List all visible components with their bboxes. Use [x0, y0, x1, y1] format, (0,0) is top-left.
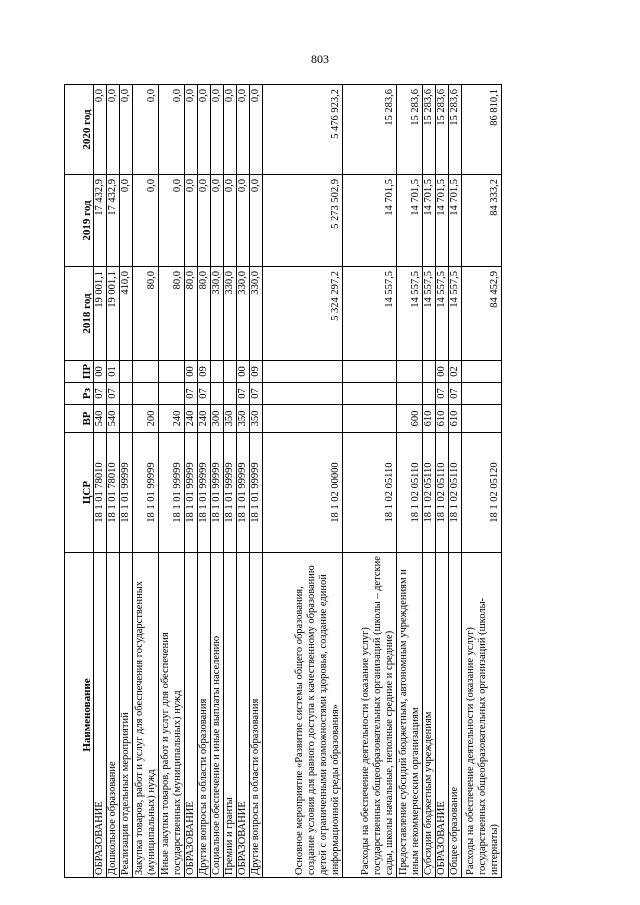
header-col-vr: ВР — [65, 405, 94, 433]
header-col-csr: ЦСР — [65, 433, 94, 553]
table-row — [462, 85, 502, 878]
cell-y2020: 0,0 — [224, 85, 237, 175]
cell-name: Иные закупки товаров, работ и услуг для обеспечения государственных (муниципальных) нужд — [159, 553, 185, 878]
cell-name: Реализация отдельных мероприятий — [120, 553, 133, 878]
cell-y2019: 84 333,2 — [462, 175, 502, 267]
cell-csr: 18 1 01 99999 — [185, 433, 198, 553]
cell-y2020: 0,0 — [120, 85, 133, 175]
cell-vr: 240 — [198, 405, 211, 433]
cell-y2020: 0,0 — [198, 85, 211, 175]
cell-rz — [263, 383, 343, 405]
cell-y2018: 410,0 — [120, 267, 133, 361]
cell-rz — [224, 383, 237, 405]
cell-y2019: 0,0 — [133, 175, 159, 267]
cell-name: Расходы на обеспечение деятельности (оказание услуг) государственных общеобразовательных организаций (школы – детские сады, школы начальные, неполные средние и средние) — [343, 553, 397, 878]
cell-rz — [397, 383, 423, 405]
cell-y2020: 0,0 — [237, 85, 250, 175]
cell-y2018: 19 001,1 — [107, 267, 120, 361]
cell-y2019: 0,0 — [224, 175, 237, 267]
table-row — [250, 85, 263, 878]
cell-rz: 07 — [449, 383, 462, 405]
cell-y2018: 84 452,9 — [462, 267, 502, 361]
table-row — [120, 85, 133, 878]
cell-name: ОБРАЗОВАНИЕ — [94, 553, 107, 878]
cell-y2019: 0,0 — [211, 175, 224, 267]
cell-rz: 07 — [250, 383, 263, 405]
cell-y2018: 330,0 — [224, 267, 237, 361]
cell-pr — [462, 361, 502, 383]
cell-csr: 18 1 02 05110 — [343, 433, 397, 553]
cell-y2020: 0,0 — [159, 85, 185, 175]
cell-vr: 600 — [397, 405, 423, 433]
cell-rz — [211, 383, 224, 405]
cell-y2019: 14 701,5 — [343, 175, 397, 267]
cell-pr: 00 — [185, 361, 198, 383]
cell-pr — [263, 361, 343, 383]
page-number: 803 — [311, 52, 329, 66]
cell-vr: 540 — [94, 405, 107, 433]
cell-y2020: 15 283,6 — [436, 85, 449, 175]
cell-csr: 18 1 02 05110 — [436, 433, 449, 553]
cell-name: Общее образование — [449, 553, 462, 878]
cell-csr: 18 1 01 99999 — [211, 433, 224, 553]
cell-y2020: 0,0 — [94, 85, 107, 175]
cell-y2019: 0,0 — [185, 175, 198, 267]
cell-pr — [423, 361, 436, 383]
table-row — [436, 85, 449, 878]
cell-y2019: 17 432,9 — [94, 175, 107, 267]
cell-pr — [224, 361, 237, 383]
cell-y2019: 5 273 502,9 — [263, 175, 343, 267]
table-row — [423, 85, 436, 878]
table-row — [94, 85, 107, 878]
cell-csr: 18 1 01 99999 — [120, 433, 133, 553]
cell-y2020: 15 283,6 — [343, 85, 397, 175]
cell-vr: 610 — [436, 405, 449, 433]
header-col-2018: 2018 год — [65, 267, 94, 361]
cell-y2018: 330,0 — [250, 267, 263, 361]
table-row — [107, 85, 120, 878]
cell-y2018: 14 557,5 — [449, 267, 462, 361]
cell-y2019: 0,0 — [120, 175, 133, 267]
cell-y2019: 14 701,5 — [397, 175, 423, 267]
cell-vr: 350 — [224, 405, 237, 433]
cell-csr: 18 1 02 05110 — [397, 433, 423, 553]
cell-pr — [343, 361, 397, 383]
cell-vr — [462, 405, 502, 433]
cell-rz: 07 — [237, 383, 250, 405]
cell-y2020: 0,0 — [250, 85, 263, 175]
cell-y2020: 0,0 — [107, 85, 120, 175]
cell-pr: 01 — [107, 361, 120, 383]
cell-name: Закупка товаров, работ и услуг для обеспечения государственных (муниципальных) нужд — [133, 553, 159, 878]
cell-name: Расходы на обеспечение деятельности (оказание услуг) государственных общеобразовательных организаций (школы-интернаты) — [462, 553, 502, 878]
cell-vr: 350 — [250, 405, 263, 433]
cell-rz: 07 — [198, 383, 211, 405]
table-row — [343, 85, 397, 878]
cell-csr: 18 1 01 99999 — [224, 433, 237, 553]
table-row — [397, 85, 423, 878]
table-row — [211, 85, 224, 878]
cell-vr: 350 — [237, 405, 250, 433]
cell-pr: 02 — [449, 361, 462, 383]
cell-y2019: 0,0 — [250, 175, 263, 267]
cell-name: Другие вопросы в области образования — [250, 553, 263, 878]
cell-csr: 18 1 01 78010 — [107, 433, 120, 553]
header-col-rz: Рз — [65, 383, 94, 405]
header-col-2020: 2020 год — [65, 85, 94, 175]
cell-y2018: 80,0 — [133, 267, 159, 361]
cell-name: Премии и гранты — [224, 553, 237, 878]
cell-pr: 09 — [250, 361, 263, 383]
cell-vr — [263, 405, 343, 433]
cell-pr — [211, 361, 224, 383]
cell-pr — [397, 361, 423, 383]
rotated-budget-table — [64, 85, 605, 878]
cell-csr: 18 1 02 05110 — [449, 433, 462, 553]
cell-name: ОБРАЗОВАНИЕ — [185, 553, 198, 878]
header-col-name: Наименование — [65, 553, 94, 878]
cell-pr — [159, 361, 185, 383]
cell-rz — [423, 383, 436, 405]
cell-y2019: 14 701,5 — [423, 175, 436, 267]
cell-y2020: 15 283,6 — [397, 85, 423, 175]
table-row — [159, 85, 185, 878]
cell-y2020: 15 283,6 — [423, 85, 436, 175]
table-body — [94, 85, 502, 878]
cell-pr: 00 — [94, 361, 107, 383]
cell-y2018: 5 324 297,2 — [263, 267, 343, 361]
budget-table — [64, 84, 502, 878]
cell-csr: 18 1 01 99999 — [198, 433, 211, 553]
cell-y2018: 80,0 — [198, 267, 211, 361]
cell-y2020: 86 810,1 — [462, 85, 502, 175]
cell-y2019: 17 432,9 — [107, 175, 120, 267]
table-row — [449, 85, 462, 878]
table-row — [263, 85, 343, 878]
cell-y2018: 14 557,5 — [343, 267, 397, 361]
cell-csr: 18 1 01 99999 — [237, 433, 250, 553]
cell-y2018: 80,0 — [159, 267, 185, 361]
cell-vr: 300 — [211, 405, 224, 433]
cell-y2019: 14 701,5 — [449, 175, 462, 267]
cell-y2019: 0,0 — [198, 175, 211, 267]
cell-name: ОБРАЗОВАНИЕ — [237, 553, 250, 878]
cell-y2018: 330,0 — [211, 267, 224, 361]
cell-y2020: 0,0 — [185, 85, 198, 175]
cell-pr: 00 — [237, 361, 250, 383]
header-col-pr: ПР — [65, 361, 94, 383]
table-row — [224, 85, 237, 878]
cell-y2019: 0,0 — [237, 175, 250, 267]
cell-vr: 610 — [449, 405, 462, 433]
cell-y2019: 0,0 — [159, 175, 185, 267]
cell-rz — [462, 383, 502, 405]
cell-name: ОБРАЗОВАНИЕ — [436, 553, 449, 878]
cell-y2018: 19 001,1 — [94, 267, 107, 361]
cell-y2020: 15 283,6 — [449, 85, 462, 175]
cell-name: Основное мероприятие «Развитие системы общего образования, создание условия для равного доступа к качественному образованию детей с ограниченными возможностями здоровья, создание единой информационной среды образования» — [263, 553, 343, 878]
cell-y2018: 14 557,5 — [423, 267, 436, 361]
cell-rz: 07 — [185, 383, 198, 405]
cell-csr: 18 1 01 78010 — [94, 433, 107, 553]
table-row — [198, 85, 211, 878]
cell-vr: 200 — [133, 405, 159, 433]
header-col-2019: 2019 год — [65, 175, 94, 267]
cell-vr: 240 — [185, 405, 198, 433]
table-row — [237, 85, 250, 878]
cell-csr: 18 1 01 99999 — [133, 433, 159, 553]
cell-rz — [120, 383, 133, 405]
cell-pr — [120, 361, 133, 383]
cell-vr: 540 — [107, 405, 120, 433]
cell-vr: 240 — [159, 405, 185, 433]
cell-vr — [120, 405, 133, 433]
cell-rz: 07 — [107, 383, 120, 405]
cell-y2020: 0,0 — [133, 85, 159, 175]
cell-vr — [343, 405, 397, 433]
cell-csr: 18 1 02 05110 — [423, 433, 436, 553]
cell-y2018: 14 557,5 — [397, 267, 423, 361]
cell-rz: 07 — [436, 383, 449, 405]
cell-y2019: 14 701,5 — [436, 175, 449, 267]
cell-y2018: 80,0 — [185, 267, 198, 361]
cell-rz — [133, 383, 159, 405]
header-row — [65, 85, 94, 878]
cell-name: Социальное обеспечение и иные выплаты населению — [211, 553, 224, 878]
cell-pr: 00 — [436, 361, 449, 383]
cell-y2020: 0,0 — [211, 85, 224, 175]
cell-csr: 18 1 02 00000 — [263, 433, 343, 553]
cell-name: Дошкольное образование — [107, 553, 120, 878]
cell-y2018: 330,0 — [237, 267, 250, 361]
cell-name: Предоставление субсидий бюджетным, автономным учреждениям и иным некоммерческим организациям — [397, 553, 423, 878]
cell-rz — [343, 383, 397, 405]
cell-csr: 18 1 02 05120 — [462, 433, 502, 553]
table-row — [133, 85, 159, 878]
cell-rz: 07 — [94, 383, 107, 405]
cell-vr: 610 — [423, 405, 436, 433]
cell-name: Субсидии бюджетным учреждениям — [423, 553, 436, 878]
cell-name: Другие вопросы в области образования — [198, 553, 211, 878]
table-row — [185, 85, 198, 878]
cell-csr: 18 1 01 99999 — [159, 433, 185, 553]
cell-y2020: 5 476 923,2 — [263, 85, 343, 175]
cell-rz — [159, 383, 185, 405]
cell-pr — [133, 361, 159, 383]
cell-csr: 18 1 01 99999 — [250, 433, 263, 553]
cell-pr: 09 — [198, 361, 211, 383]
cell-y2018: 14 557,5 — [436, 267, 449, 361]
